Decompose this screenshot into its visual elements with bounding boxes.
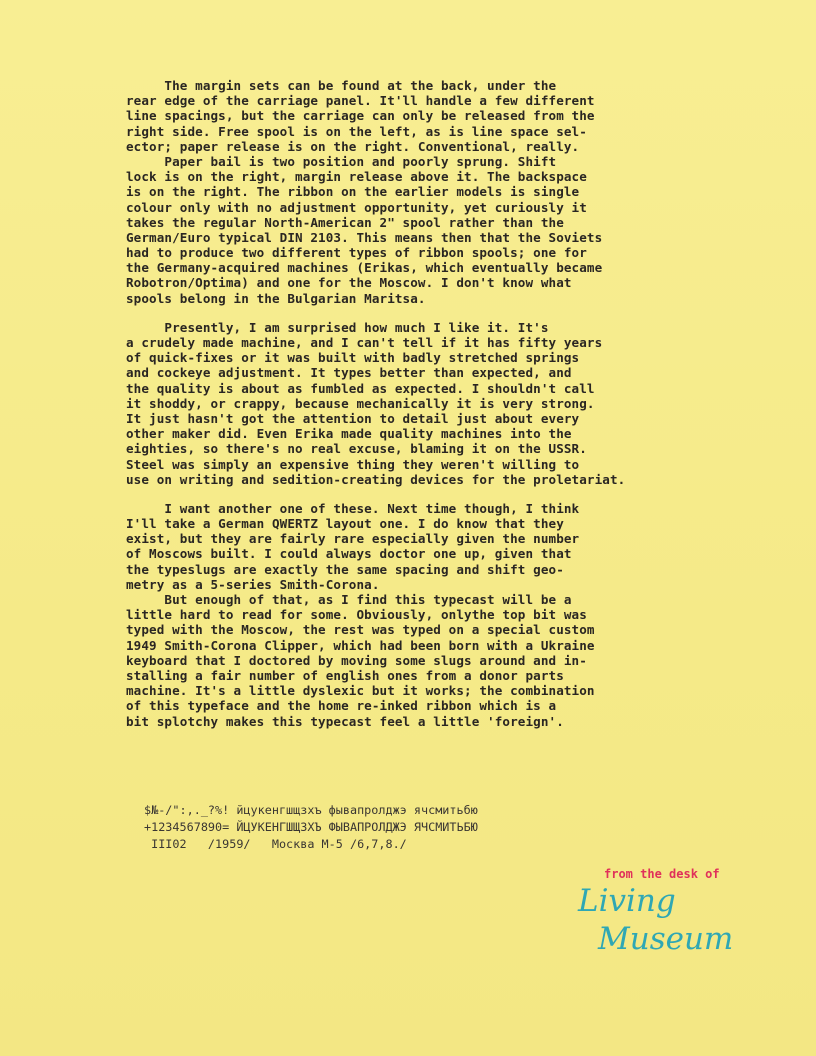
typed-line: is on the right. The ribbon on the earlier models is single xyxy=(126,184,580,200)
typed-line: the quality is about as fumbled as expected. I shouldn't call xyxy=(126,380,595,396)
typed-line: a crudely made machine, and I can't tell if it has fifty years xyxy=(126,335,603,350)
typed-line: I want another one of these. Next time though, I think xyxy=(126,500,580,516)
typed-line: line spacings, but the carriage can only be released from the xyxy=(126,108,595,124)
typed-line: machine. It's a little dyslexic but it works; the combination xyxy=(126,683,595,699)
typed-line: right side. Free spool is on the left, as is line space sel- xyxy=(126,123,587,139)
typed-line: takes the regular North-American 2" spool rather than the xyxy=(126,214,564,230)
typed-line: Robotron/Optima) and one for the Moscow. I don't know what xyxy=(126,275,572,291)
typed-line: ector; paper release is on the right. Conventional, really. xyxy=(126,138,580,154)
typed-line: of Moscows built. I could always doctor one up, given that xyxy=(126,546,572,562)
typed-line: of quick-fixes or it was built with badly stretched springs xyxy=(126,350,580,366)
typed-line: stalling a fair number of english ones from a donor parts xyxy=(126,667,564,683)
keyboard-specimen-footer xyxy=(144,802,478,853)
typed-line: But enough of that, as I find this typecast will be a xyxy=(126,592,572,607)
typed-line: had to produce two different types of ribbon spools; one for xyxy=(126,245,587,261)
typed-line: keyboard that I doctored by moving some slugs around and in- xyxy=(126,652,587,668)
footer-line: $№-/":,._?%! йцукенгшщзхъ фывапролджэ ячсмитьбю xyxy=(144,803,478,817)
typed-line: lock is on the right, margin release above it. The backspace xyxy=(126,169,587,185)
typed-line: colour only with no adjustment opportunity, yet curiously it xyxy=(126,199,587,215)
paragraph-gap xyxy=(126,306,766,320)
typed-line: bit splotchy makes this typecast feel a little 'foreign'. xyxy=(126,713,564,729)
typed-line: German/Euro typical DIN 2103. This means then that the Soviets xyxy=(126,229,603,245)
typed-line: metry as a 5-series Smith-Corona. xyxy=(126,576,380,592)
paragraph-gap xyxy=(126,487,766,501)
typed-line: I'll take a German QWERTZ layout one. I do know that they xyxy=(126,516,564,532)
typed-line: 1949 Smith-Corona Clipper, which had been born with a Ukraine xyxy=(126,637,595,653)
typed-line: It just hasn't got the attention to detail just about every xyxy=(126,410,580,426)
typed-line: it shoddy, or crappy, because mechanically it is very strong. xyxy=(126,395,595,411)
living-museum-signature xyxy=(572,882,733,958)
footer-line: +1234567890= ЙЦУКЕНГШЩЗХЪ ФЫВАПРОЛДЖЭ ЯЧСМИТЬБЮ xyxy=(144,820,478,834)
signature-line-museum: Museum xyxy=(598,921,734,957)
typed-line: Paper bail is two position and poorly sprung. Shift xyxy=(126,153,557,169)
footer-line: III02 /1959/ Москва М-5 /6,7,8./ xyxy=(144,837,407,851)
typed-line: other maker did. Even Erika made quality machines into the xyxy=(126,426,572,442)
from-the-desk-of-stamp: from the desk of xyxy=(604,867,720,881)
typed-line: Presently, I am surprised how much I like it. It's xyxy=(126,319,549,335)
typed-line: rear edge of the carriage panel. It'll handle a few different xyxy=(126,93,595,109)
typed-line: spools belong in the Bulgarian Maritsa. xyxy=(126,290,426,306)
typed-line: little hard to read for some. Obviously, onlythe top bit was xyxy=(126,607,587,623)
typed-line: The margin sets can be found at the back, under the xyxy=(126,78,557,93)
signature-line-living: Living xyxy=(578,883,676,919)
typed-line: Steel was simply an expensive thing they weren't willing to xyxy=(126,456,580,472)
typed-line: and cockeye adjustment. It types better than expected, and xyxy=(126,365,572,381)
typed-line: typed with the Moscow, the rest was typed on a special custom xyxy=(126,622,595,638)
typed-line: exist, but they are fairly rare especially given the number xyxy=(126,531,580,547)
typed-line: the typeslugs are exactly the same spacing and shift geo- xyxy=(126,561,564,577)
typed-line: of this typeface and the home re-inked ribbon which is a xyxy=(126,698,557,714)
typed-line: the Germany-acquired machines (Erikas, which eventually became xyxy=(126,260,603,276)
typed-line: eighties, so there's no real excuse, blaming it on the USSR. xyxy=(126,441,587,457)
typed-letter xyxy=(126,78,766,729)
typed-line: use on writing and sedition-creating devices for the proletariat. xyxy=(126,471,626,487)
